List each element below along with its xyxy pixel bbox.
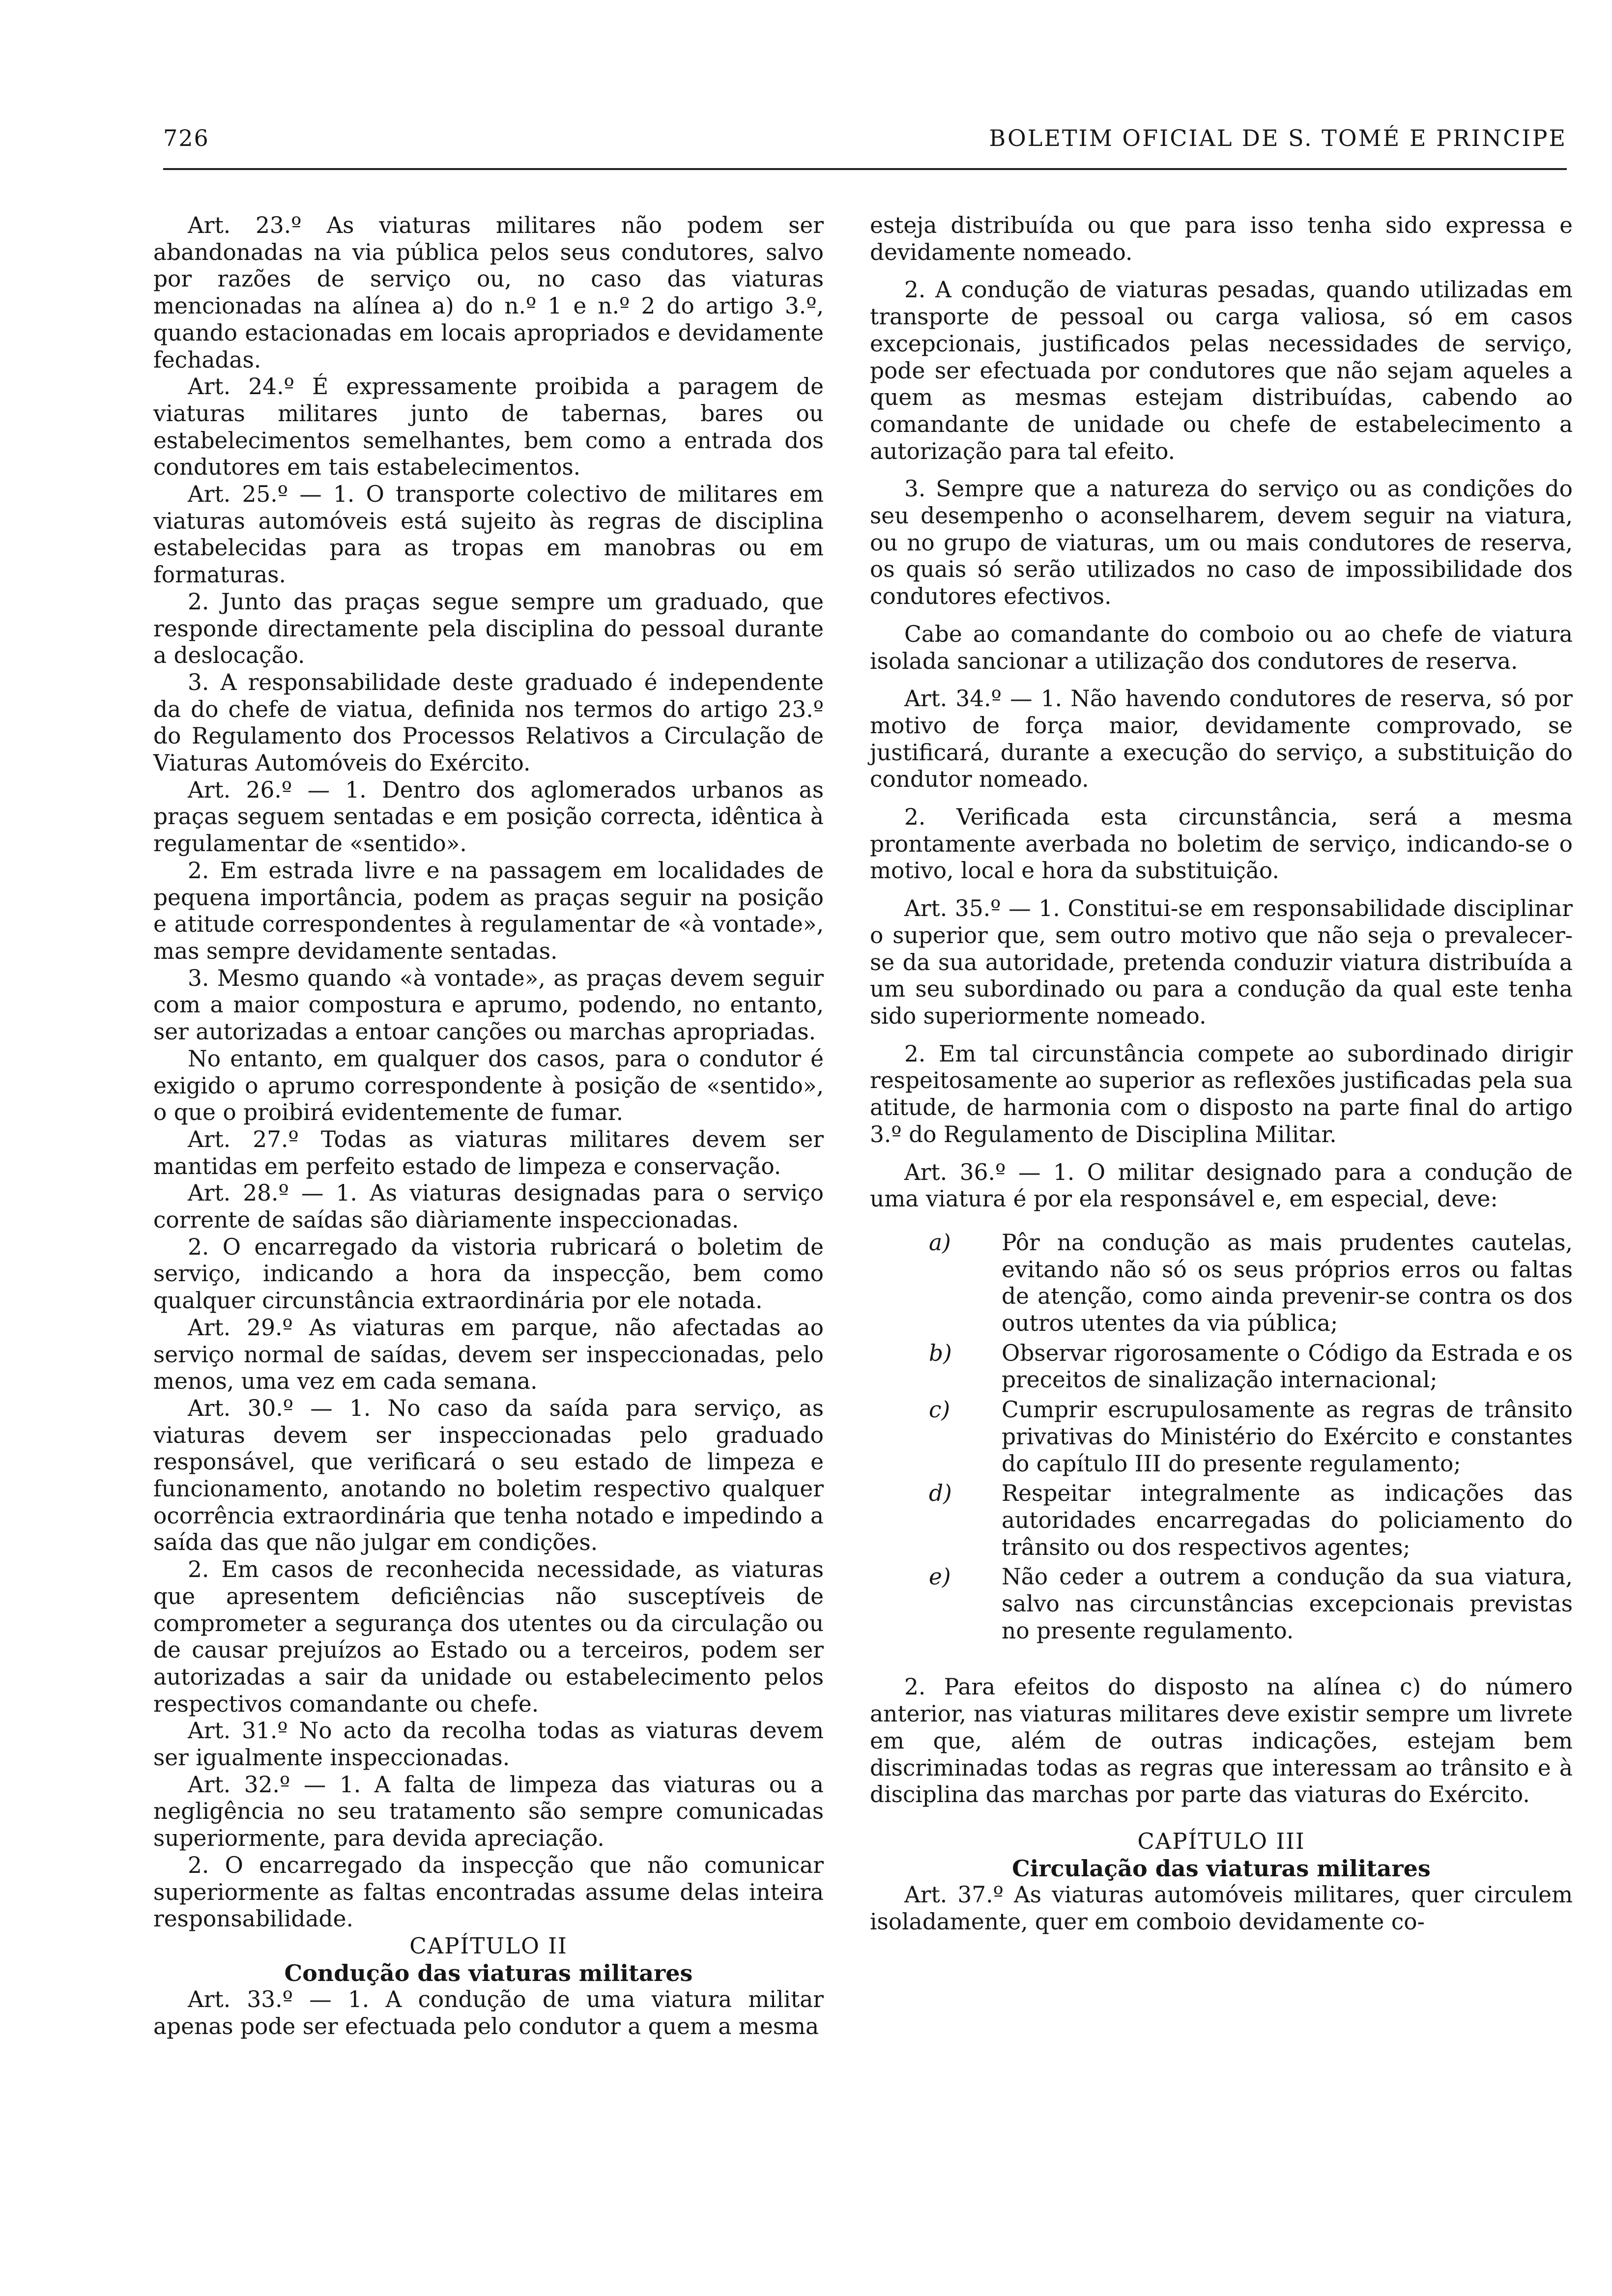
article-34-2: 2. Verificada esta circunstância, será a mesma prontamente averbada no boletim de serviço, indicando-se o motivo, local e hora da substituição.	[870, 804, 1573, 884]
list-marker: b)	[929, 1340, 952, 1366]
article-28-1: Art. 28.º — 1. As viaturas designadas para o serviço corrente de saídas são diàriamente inspeccionadas.	[153, 1180, 824, 1234]
article-26-1: Art. 26.º — 1. Dentro dos aglomerados urbanos as praças seguem sentadas e em posição correcta, idêntica à regulamentar de «sentido».	[153, 776, 824, 857]
duties-list	[870, 1230, 1573, 1645]
article-26-2: 2. Em estrada livre e na passagem em localidades de pequena importância, podem as praças seguir na posição e atitude correspondentes à regulamentar de «à vontade», mas sempre devidamente sentadas.	[153, 857, 824, 964]
article-33-3: 3. Sempre que a natureza do serviço ou as condições do seu desempenho o aconselharem, devem seguir na viatura, ou no grupo de viaturas, um ou mais condutores de reserva, os quais só serão utilizados no caso de impossibilidade dos condutores efectivos.	[870, 476, 1573, 610]
article-28-2: 2. O encarregado da vistoria rubricará o boletim de serviço, indicando a hora da inspecção, bem como qualquer circunstância extraordinária por ele notada.	[153, 1234, 824, 1314]
article-30-1: Art. 30.º — 1. No caso da saída para serviço, as viaturas devem ser inspeccionadas pelo graduado responsável, que verificará o seu estado de limpeza e funcionamento, anotando no boletim respectivo qualquer ocorrência extraordinária que tenha notado e impedindo a saída das que não julgar em condições.	[153, 1395, 824, 1556]
chapter-title: Circulação das viaturas militares	[1012, 1855, 1431, 1882]
article-34-1: Art. 34.º — 1. Não havendo condutores de reserva, só por motivo de força maior, devidamente comprovado, se justificará, durante a execução do serviço, a substituição do condutor nomeado.	[870, 686, 1573, 793]
article-32-1: Art. 32.º — 1. A falta de limpeza das viaturas ou a negligência no seu tratamento são sempre comunicadas superiormente, para devida apreciação.	[153, 1771, 824, 1852]
article-35-1: Art. 35.º — 1. Constitui-se em responsabilidade disciplinar o superior que, sem outro motivo que não seja o prevalecer-se da sua autoridade, pretenda conduzir viatura distribuída a um seu subordinado ou para a condução da qual este tenha sido superiormente nomeado.	[870, 895, 1573, 1029]
list-item-text: Observar rigorosamente o Código da Estrada e os preceitos de sinalização internacional;	[1002, 1340, 1573, 1393]
chapter-title: Condução das viaturas militares	[284, 1959, 693, 1986]
article-23: Art. 23.º As viaturas militares não podem ser abandonadas na via pública pelos seus condutores, salvo por razões de serviço ou, no caso das viaturas mencionadas na alínea a) do n.º 1 e n.º 2 do artigo 3.º, quando estacionadas em locais apropriados e devidamente fechadas.	[153, 212, 824, 373]
article-25-2: 2. Junto das praças segue sempre um graduado, que responde directamente pela disciplina do pessoal durante a deslocação.	[153, 588, 824, 669]
running-head: BOLETIM OFICIAL DE S. TOMÉ E PRINCIPE	[989, 125, 1567, 151]
list-item	[870, 1564, 1573, 1644]
list-item	[870, 1230, 1573, 1337]
list-item	[870, 1480, 1573, 1561]
chapter-label: CAPÍTULO III	[1137, 1828, 1305, 1854]
article-33-note: Cabe ao comandante do comboio ou ao chefe de viatura isolada sancionar a utilização dos condutores de reserva.	[870, 621, 1573, 674]
article-36-2: 2. Para efeitos do disposto na alínea c) do número anterior, nas viaturas militares deve existir sempre um livrete em que, além de outras indicações, estejam bem discriminadas todas as regras que interessam ao trânsito e à disciplina das marchas por parte das viaturas do Exército.	[870, 1674, 1573, 1808]
list-marker: a)	[929, 1229, 951, 1256]
page-number: 726	[163, 125, 209, 151]
header-rule	[163, 168, 1567, 170]
list-item-text: Pôr na condução as mais prudentes cautelas, evitando não só os seus próprios erros ou faltas de atenção, como ainda prevenir-se contra os dos outros utentes da via pública;	[1002, 1229, 1573, 1337]
article-29: Art. 29.º As viaturas em parque, não afectadas ao serviço normal de saídas, devem ser inspeccionadas, pelo menos, uma vez em cada semana.	[153, 1314, 824, 1395]
list-item-text: Não ceder a outrem a condução da sua viatura, salvo nas circunstâncias excepcionais previstas no presente regulamento.	[1002, 1564, 1573, 1644]
list-item	[870, 1397, 1573, 1477]
article-30-2: 2. Em casos de reconhecida necessidade, as viaturas que apresentem deficiências não susceptíveis de comprometer a segurança dos utentes ou da circulação ou de causar prejuízos ao Estado ou a terceiros, podem ser autorizadas a sair da unidade ou estabelecimento pelos respectivos comandante ou chefe.	[153, 1556, 824, 1717]
chapter-label: CAPÍTULO II	[409, 1933, 568, 1959]
article-27: Art. 27.º Todas as viaturas militares devem ser mantidas em perfeito estado de limpeza e conservação.	[153, 1126, 824, 1179]
list-marker: c)	[929, 1397, 950, 1423]
article-36-1: Art. 36.º — 1. O militar designado para a condução de uma viatura é por ela responsável e, em especial, deve:	[870, 1159, 1573, 1212]
article-25-1: Art. 25.º — 1. O transporte colectivo de militares em viaturas automóveis está sujeito às regras de disciplina estabelecidas para as tropas em manobras ou em formaturas.	[153, 481, 824, 588]
article-26-note: No entanto, em qualquer dos casos, para o condutor é exigido o aprumo correspondente à posição de «sentido», o que o proibirá evidentemente de fumar.	[153, 1045, 824, 1126]
list-item	[870, 1340, 1573, 1394]
article-31: Art. 31.º No acto da recolha todas as viaturas devem ser igualmente inspeccionadas.	[153, 1718, 824, 1771]
right-column	[870, 212, 1573, 1947]
left-column	[153, 212, 824, 2040]
article-33-2: 2. A condução de viaturas pesadas, quando utilizadas em transporte de pessoal ou carga valiosa, só em casos excepcionais, justificados pelas necessidades de serviço, pode ser efectuada por condutores que não sejam aqueles a quem as mesmas estejam distribuídas, cabendo ao comandante de unidade ou chefe de estabelecimento a autorização para tal efeito.	[870, 277, 1573, 464]
list-item-text: Cumprir escrupulosamente as regras de trânsito privativas do Ministério do Exército e constantes do capítulo III do presente regulamento;	[1002, 1397, 1573, 1477]
article-33-1: Art. 33.º — 1. A condução de uma viatura militar apenas pode ser efectuada pelo condutor a quem a mesma	[153, 1986, 824, 2040]
list-item-text: Respeitar integralmente as indicações das autoridades encarregadas do policiamento do trânsito ou dos respectivos agentes;	[1002, 1480, 1573, 1560]
article-25-3: 3. A responsabilidade deste graduado é independente da do chefe de viatua, definida nos termos do artigo 23.º do Regulamento dos Processos Relativos a Circulação de Viaturas Automóveis do Exército.	[153, 669, 824, 776]
article-24: Art. 24.º É expressamente proibida a paragem de viaturas militares junto de tabernas, bares ou estabelecimentos semelhantes, bem como a entrada dos condutores em tais estabelecimentos.	[153, 373, 824, 481]
list-marker: e)	[929, 1564, 951, 1590]
article-33-continuation: esteja distribuída ou que para isso tenha sido expressa e devidamente nomeado.	[870, 212, 1573, 265]
article-37: Art. 37.º As viaturas automóveis militares, quer circulem isoladamente, quer em comboio devidamente co-	[870, 1882, 1573, 1935]
list-marker: d)	[929, 1480, 952, 1507]
article-26-3: 3. Mesmo quando «à vontade», as praças devem seguir com a maior compostura e aprumo, podendo, no entanto, ser autorizadas a entoar canções ou marchas apropriadas.	[153, 965, 824, 1045]
article-35-2: 2. Em tal circunstância compete ao subordinado dirigir respeitosamente ao superior as reflexões justificadas pela sua atitude, de harmonia com o disposto na parte final do artigo 3.º do Regulamento de Disciplina Militar.	[870, 1040, 1573, 1148]
article-32-2: 2. O encarregado da inspecção que não comunicar superiormente as faltas encontradas assume delas inteira responsabilidade.	[153, 1852, 824, 1932]
